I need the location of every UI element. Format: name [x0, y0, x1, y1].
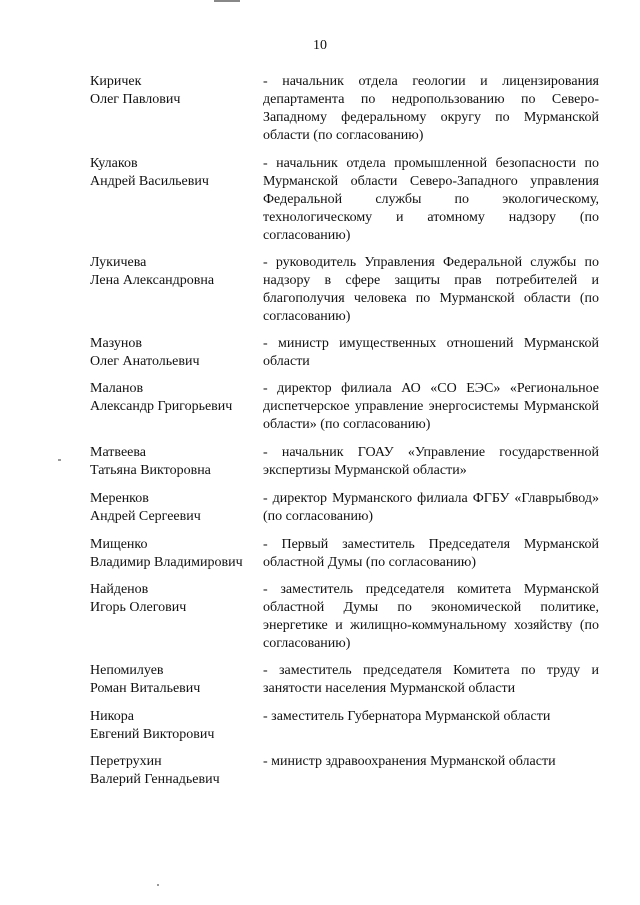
member-surname: Перетрухин [90, 754, 162, 769]
member-role: - Первый заместитель Председателя Мурманской областной Думы (по согласованию) [263, 537, 599, 570]
member-given-names: Роман Витальевич [90, 681, 201, 696]
member-surname: Мищенко [90, 537, 148, 552]
member-role: - директор Мурманского филиала ФГБУ «Главрыбвод» (по согласованию) [263, 491, 599, 524]
member-role: - министр здравоохранения Мурманской области [263, 754, 556, 769]
member-role: - директор филиала АО «СО ЕЭС» «Региональное диспетчерское управление энергосистемы Мурманской области» (по согласованию) [263, 381, 599, 432]
member-given-names: Игорь Олегович [90, 600, 187, 615]
member-role: - начальник отдела геологии и лицензирования департамента по недропользованию по Северо-Западному федеральному округу по Мурманской области (по согласованию) [263, 74, 599, 143]
member-name [90, 536, 260, 572]
member-name [90, 73, 260, 109]
member-name [90, 335, 260, 371]
member-role: - заместитель Губернатора Мурманской области [263, 709, 551, 724]
scan-speck [58, 459, 61, 461]
member-given-names: Владимир Владимирович [90, 555, 243, 570]
member-given-names: Андрей Васильевич [90, 174, 209, 189]
scan-speck [157, 884, 159, 886]
member-surname: Кулаков [90, 156, 138, 171]
member-name [90, 581, 260, 617]
member-surname: Найденов [90, 582, 149, 597]
member-name [90, 254, 260, 290]
member-surname: Киричек [90, 74, 142, 89]
member-role: - министр имущественных отношений Мурманской области [263, 336, 599, 369]
member-role: - заместитель председателя Комитета по труду и занятости населения Мурманской области [263, 663, 599, 696]
member-name [90, 708, 260, 744]
member-surname: Маланов [90, 381, 144, 396]
member-name [90, 155, 260, 191]
member-name [90, 490, 260, 526]
member-surname: Лукичева [90, 255, 147, 270]
member-given-names: Евгений Викторович [90, 727, 215, 742]
member-role: - заместитель председателя комитета Мурманской областной Думы по экономической политике, энергетике и жилищно-коммунальному хозяйству (по согласованию) [263, 582, 599, 651]
member-given-names: Олег Павлович [90, 92, 181, 107]
member-role: - начальник ГОАУ «Управление государственной экспертизы Мурманской области» [263, 445, 599, 478]
member-surname: Никора [90, 709, 134, 724]
member-name [90, 444, 260, 480]
member-surname: Матвеева [90, 445, 147, 460]
member-role: - начальник отдела промышленной безопасности по Мурманской области Северо-Западного управления Федеральной службы по экологическому, технологическому и атомному надзору (по согласованию) [263, 156, 599, 243]
scan-edge-mark [214, 0, 240, 2]
member-surname: Непомилуев [90, 663, 164, 678]
member-name [90, 662, 260, 698]
member-given-names: Олег Анатольевич [90, 354, 200, 369]
member-given-names: Татьяна Викторовна [90, 463, 211, 478]
member-given-names: Александр Григорьевич [90, 399, 233, 414]
page-number: 10 [313, 38, 327, 53]
member-name [90, 753, 260, 789]
member-role: - руководитель Управления Федеральной службы по надзору в сфере защиты прав потребителей и благополучия человека по Мурманской области (по согласованию) [263, 255, 599, 324]
member-name [90, 380, 260, 416]
member-given-names: Валерий Геннадьевич [90, 772, 220, 787]
member-surname: Меренков [90, 491, 149, 506]
member-given-names: Андрей Сергеевич [90, 509, 201, 524]
member-surname: Мазунов [90, 336, 143, 351]
member-given-names: Лена Александровна [90, 273, 215, 288]
